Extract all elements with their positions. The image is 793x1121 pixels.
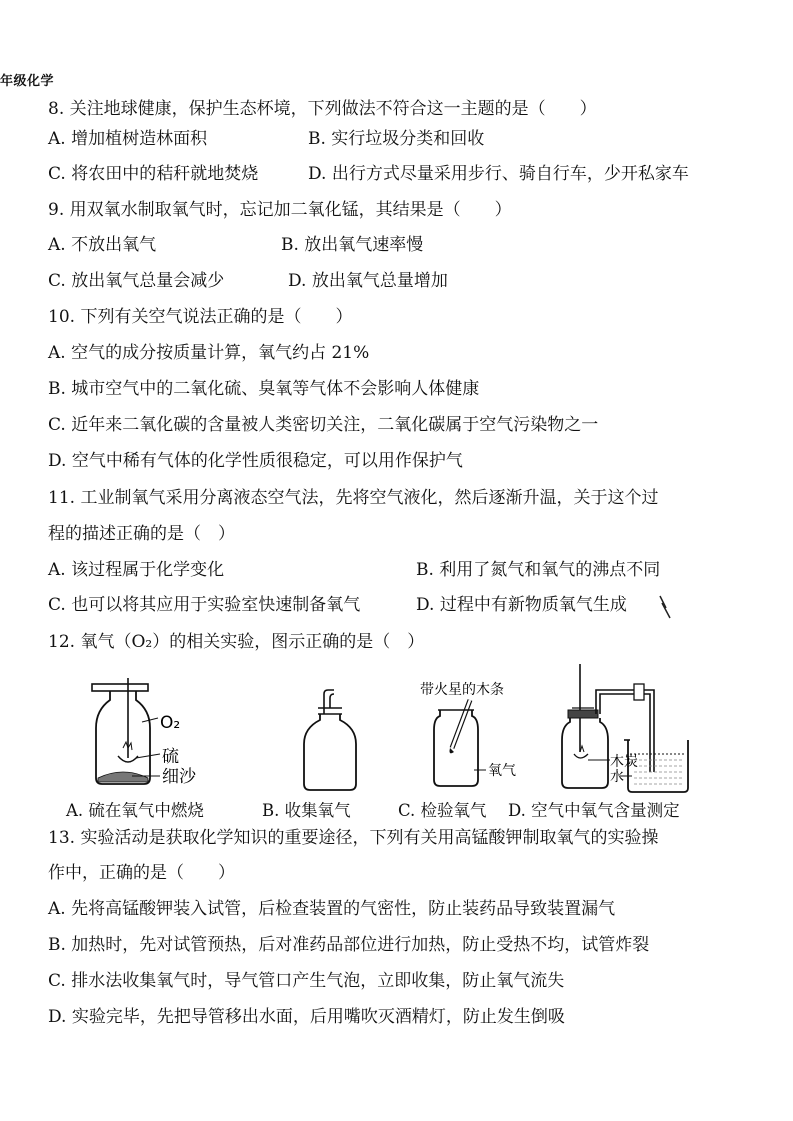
question-13-stem-line2: 作中，正确的是（ ） <box>48 863 235 883</box>
question-9-stem: 9. 用双氧水制取氧气时，忘记加二氧化锰，其结果是（ ） <box>48 200 512 220</box>
figure-oxygen-content-measurement <box>558 660 710 796</box>
question-11-option-b: B. 利用了氮气和氧气的沸点不同 <box>416 560 661 580</box>
question-13-option-b: B. 加热时，先对试管预热，后对准药品部位进行加热，防止受热不均，试管炸裂 <box>48 935 650 955</box>
label-charcoal: 木炭 <box>610 754 638 770</box>
figure-sulfur-burning <box>88 678 198 796</box>
question-13-option-d: D. 实验完毕，先把导管移出水面，后用嘴吹灭酒精灯，防止发生倒吸 <box>48 1007 565 1027</box>
question-9-option-c: C. 放出氧气总量会减少 <box>48 271 225 291</box>
question-13-option-c: C. 排水法收集氧气时，导气管口产生气泡，立即收集，防止氧气流失 <box>48 971 565 991</box>
figure-gas-collection-bottle <box>298 688 360 796</box>
question-11-stem-line1: 11. 工业制氧气采用分离液态空气法，先将空气液化，然后逐渐升温，关于这个过 <box>48 488 659 508</box>
question-12-caption-b: B. 收集氧气 <box>262 801 351 820</box>
question-11-option-d: D. 过程中有新物质氧气生成 <box>416 595 627 615</box>
question-12-stem: 12. 氧气（O₂）的相关实验，图示正确的是（ ） <box>48 632 425 652</box>
question-10-stem: 10. 下列有关空气说法正确的是（ ） <box>48 307 353 327</box>
figure-oxygen-test <box>412 676 552 796</box>
label-sulfur: 硫 <box>162 747 179 767</box>
question-10-option-d: D. 空气中稀有气体的化学性质很稳定，可以用作保护气 <box>48 451 463 471</box>
question-10-option-c: C. 近年来二氧化碳的含量被人类密切关注，二氧化碳属于空气污染物之一 <box>48 415 599 435</box>
question-13-stem-line1: 13. 实验活动是获取化学知识的重要途径，下列有关用高锰酸钾制取氧气的实验操 <box>48 828 659 848</box>
question-13-option-a: A. 先将高锰酸钾装入试管，后检查装置的气密性，防止装药品导致装置漏气 <box>48 899 616 919</box>
question-8-option-a: A. 增加植树造林面积 <box>48 129 208 149</box>
label-fine-sand: 细沙 <box>162 767 196 787</box>
question-12-caption-c: C. 检验氧气 <box>398 801 487 820</box>
question-11-option-a: A. 该过程属于化学变化 <box>48 560 225 580</box>
question-9-option-b: B. 放出氧气速率慢 <box>281 235 424 255</box>
label-o2: O₂ <box>160 713 181 733</box>
question-11-option-c: C. 也可以将其应用于实验室快速制备氧气 <box>48 595 361 615</box>
label-water: 水 <box>610 769 624 785</box>
question-12-caption-d: D. 空气中氧气含量测定 <box>508 801 680 820</box>
question-8-stem: 8. 关注地球健康，保护生态杯境，下列做法不符合这一主题的是（ ） <box>48 99 597 119</box>
pen-mark <box>656 594 676 620</box>
question-11-stem-line2: 程的描述正确的是（ ） <box>48 524 235 544</box>
question-12-caption-a: A. 硫在氧气中燃烧 <box>66 801 204 820</box>
label-glowing-splint: 带火星的木条 <box>420 682 504 698</box>
question-9-option-d: D. 放出氧气总量增加 <box>288 271 448 291</box>
question-10-option-b: B. 城市空气中的二氧化硫、臭氧等气体不会影响人体健康 <box>48 379 480 399</box>
question-8-option-d: D. 出行方式尽量采用步行、骑自行车，少开私家车 <box>308 164 689 184</box>
question-10-option-a: A. 空气的成分按质量计算，氧气约占 21% <box>48 343 370 363</box>
question-8-option-b: B. 实行垃圾分类和回收 <box>308 129 485 149</box>
label-oxygen: 氧气 <box>488 763 516 779</box>
question-8-option-c: C. 将农田中的秸秆就地焚烧 <box>48 164 259 184</box>
question-9-option-a: A. 不放出氧气 <box>48 235 157 255</box>
page-header: 年级化学 <box>0 74 55 89</box>
